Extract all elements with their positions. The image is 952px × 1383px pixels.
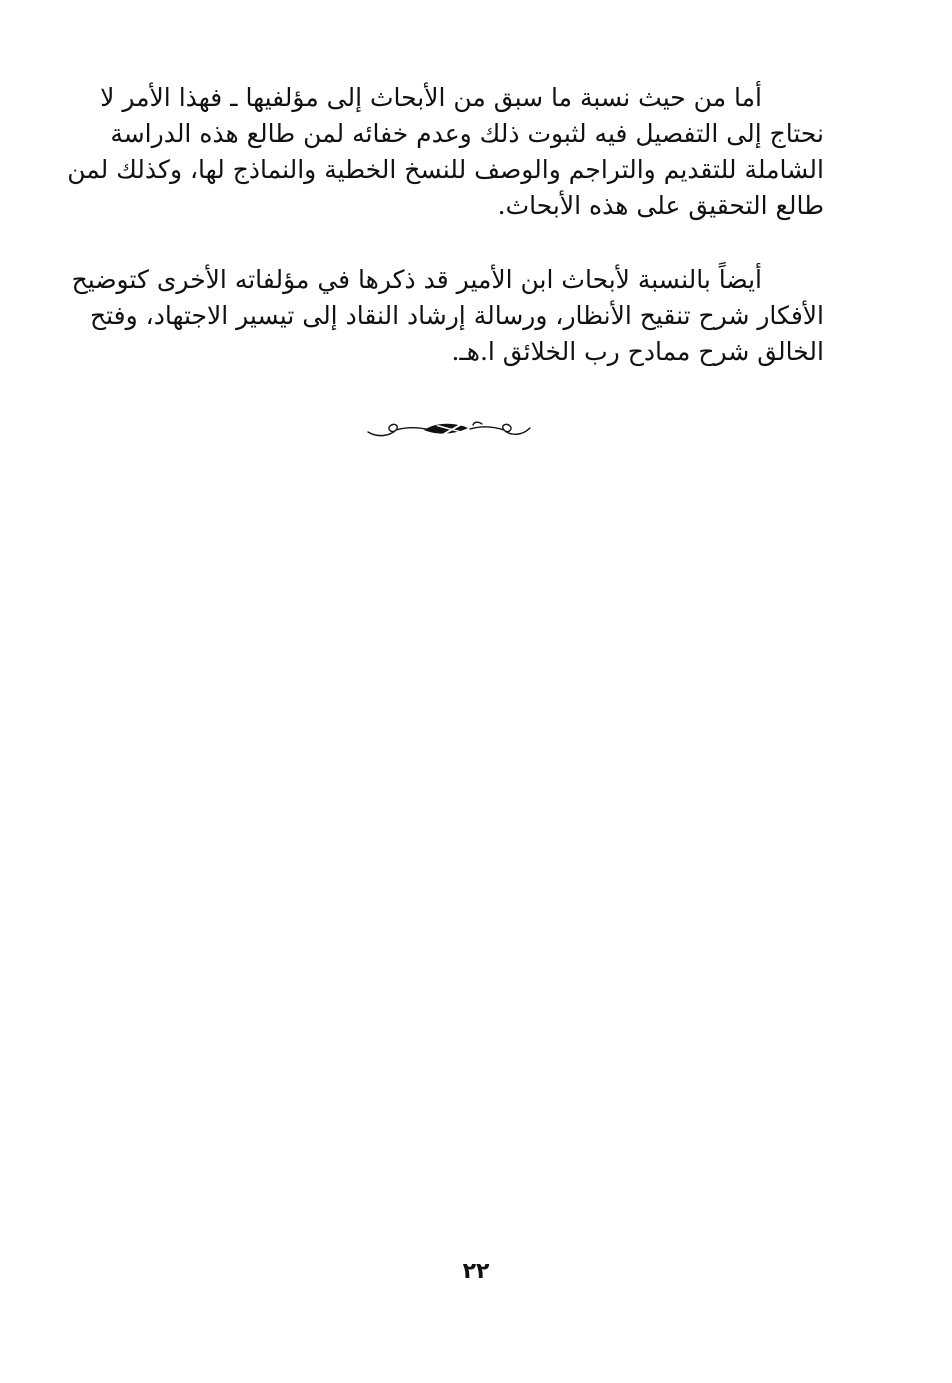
paragraph-ibn-al-amir: [72, 262, 824, 370]
floral-divider-icon: [364, 416, 534, 444]
text-line: الخالق شرح ممادح رب الخلائق ا.هـ.: [451, 337, 824, 366]
text-line: الشاملة للتقديم والتراجم والوصف للنسخ الخطية والنماذج لها، وكذلك لمن: [67, 155, 824, 184]
text-line: طالع التحقيق على هذه الأبحاث.: [497, 191, 824, 220]
paragraph-authorship: [67, 80, 824, 224]
text-line: أما من حيث نسبة ما سبق من الأبحاث إلى مؤلفيها ـ فهذا الأمر لا: [100, 83, 762, 112]
text-line: أيضاً بالنسبة لأبحاث ابن الأمير قد ذكرها في مؤلفاته الأخرى كتوضيح: [71, 265, 762, 294]
text-line: نحتاج إلى التفصيل فيه لثبوت ذلك وعدم خفائه لمن طالع هذه الدراسة: [110, 119, 824, 148]
text-line: الأفكار شرح تنقيح الأنظار، ورسالة إرشاد النقاد إلى تيسير الاجتهاد، وفتح: [90, 301, 824, 330]
page-number: ٢٢: [462, 1259, 490, 1284]
